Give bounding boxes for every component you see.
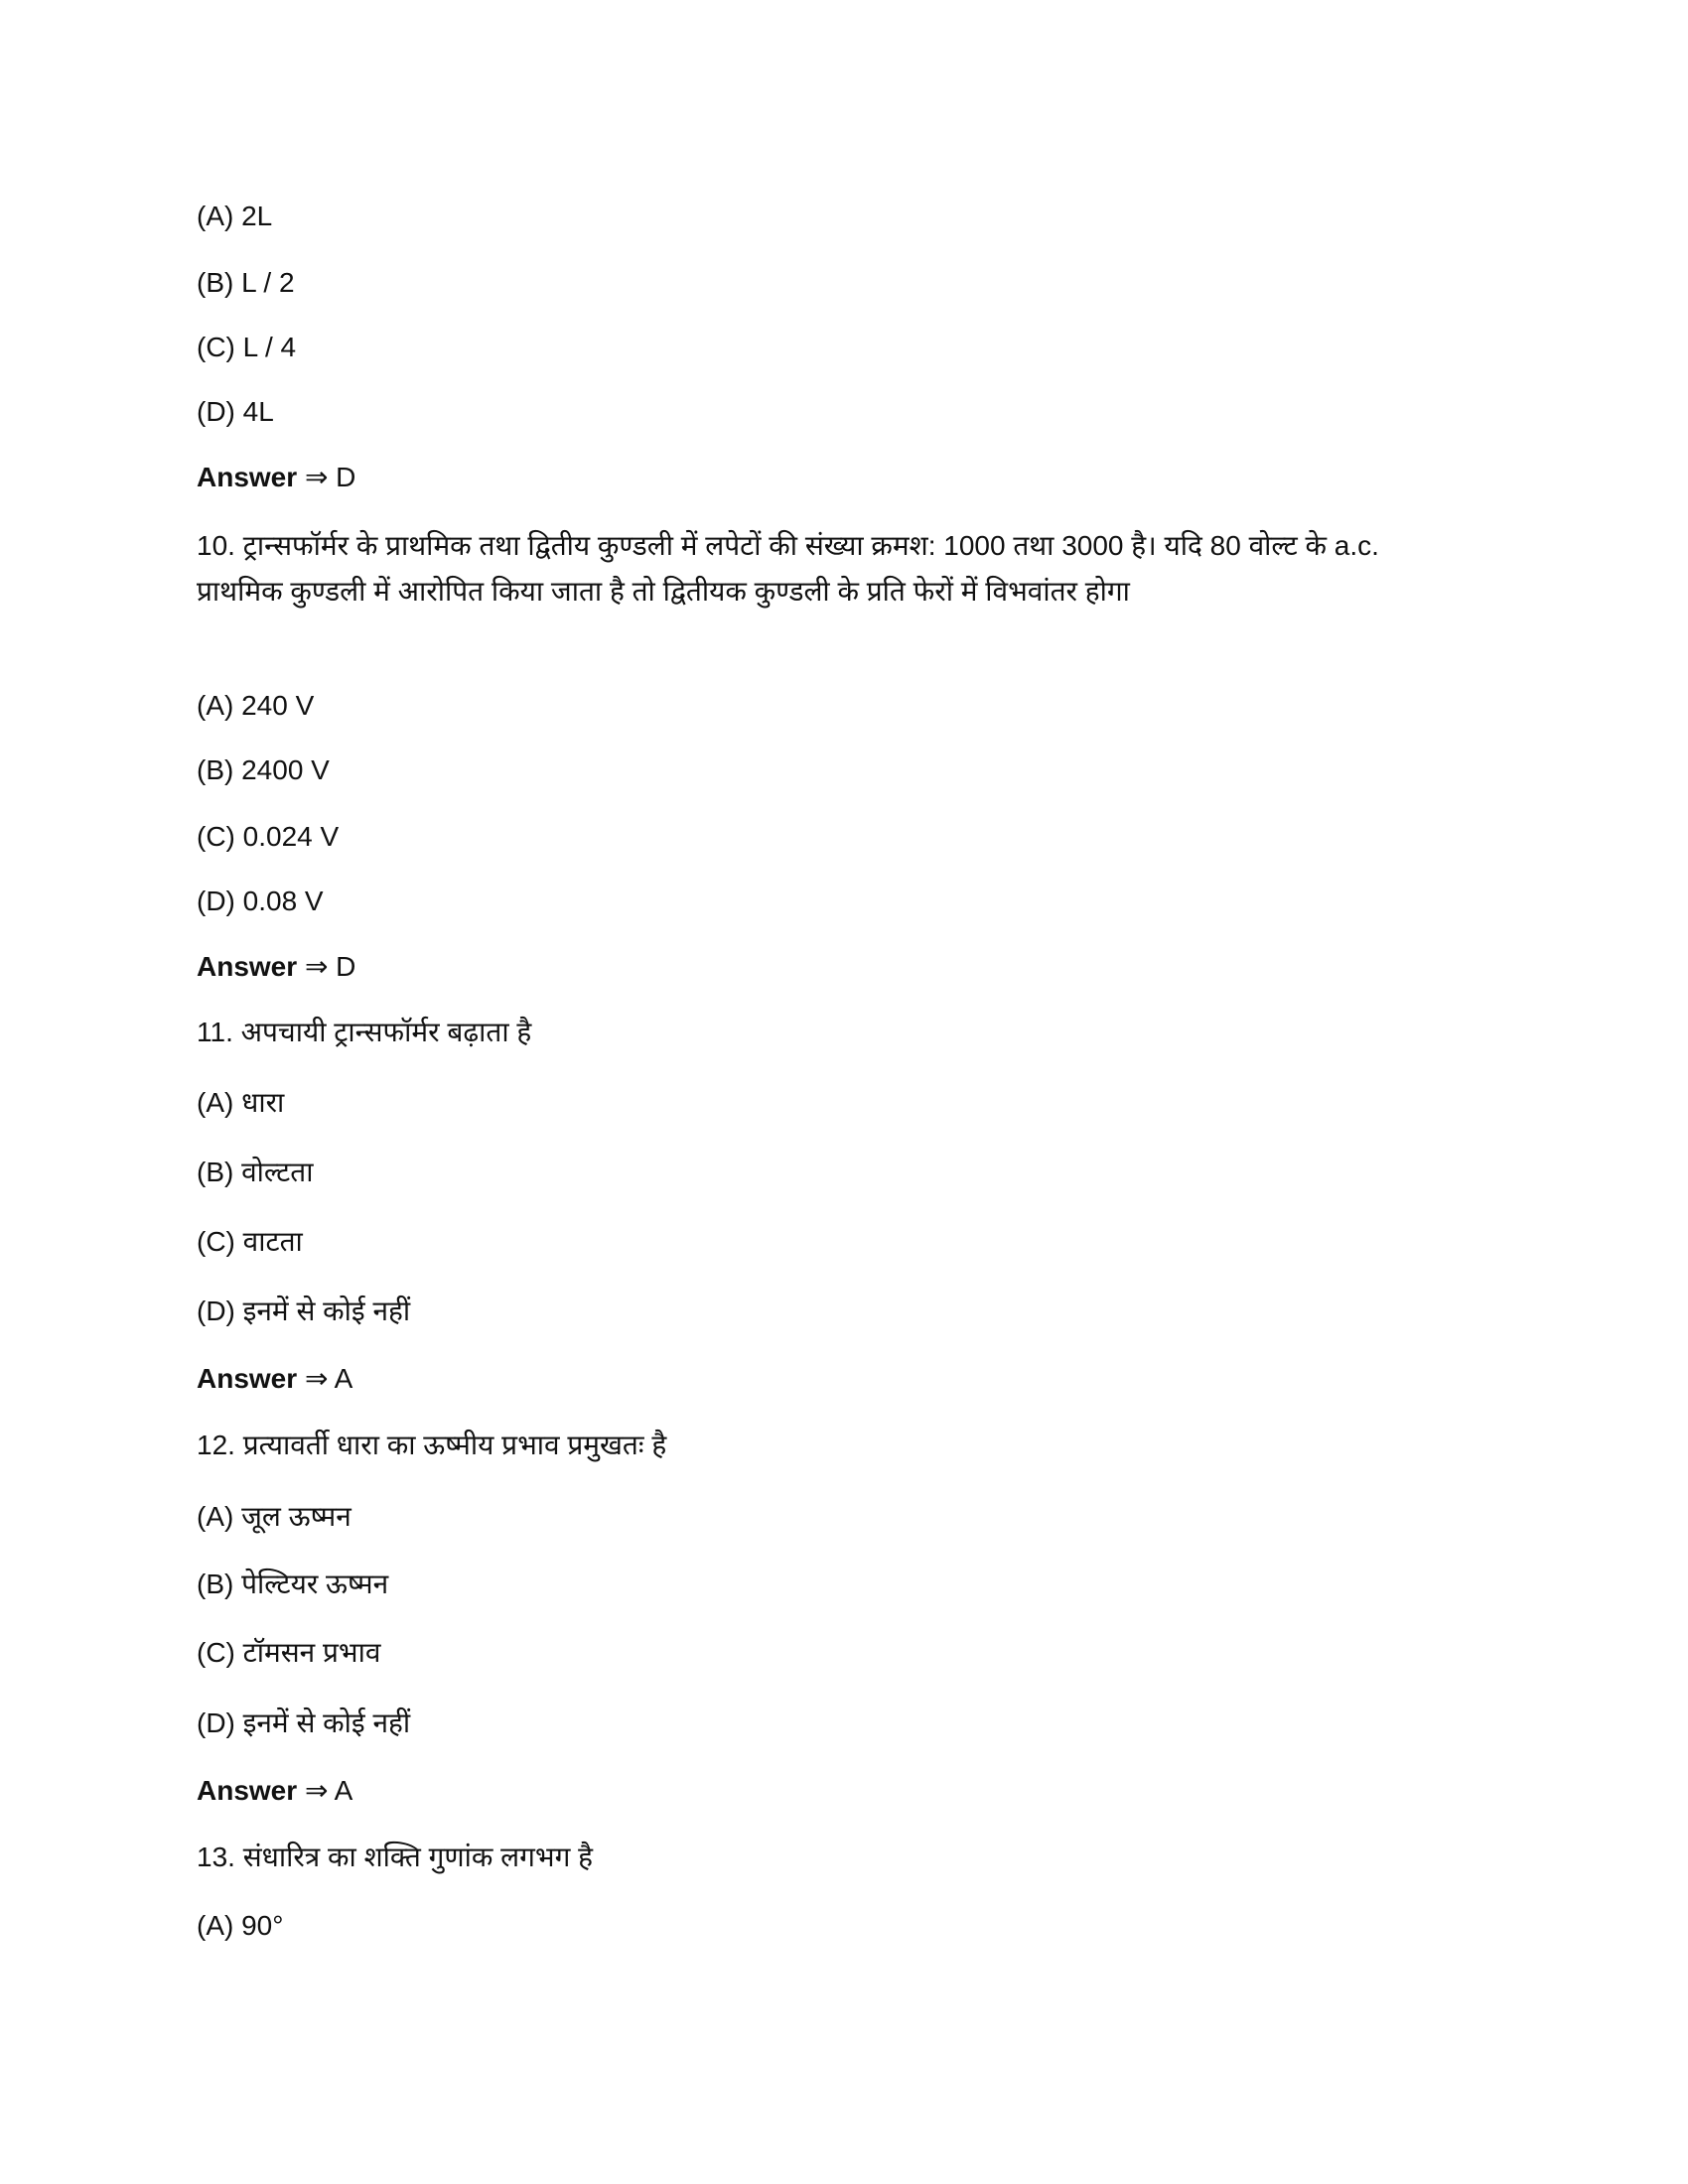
q12-option-d: (D) इनमें से कोई नहीं bbox=[197, 1707, 411, 1738]
q11-question: 11. अपचायी ट्रान्सफॉर्मर बढ़ाता है bbox=[197, 1017, 532, 1047]
answer-value: ⇒ A bbox=[304, 1775, 353, 1806]
q9-option-c: (C) L / 4 bbox=[197, 332, 297, 362]
q11-option-b: (B) वोल्टता bbox=[197, 1157, 314, 1187]
q12-answer bbox=[197, 1773, 352, 1809]
q9-option-a: (A) 2L bbox=[197, 201, 273, 231]
q10-option-c: (C) 0.024 V bbox=[197, 821, 340, 852]
q12-question: 12. प्रत्यावर्ती धारा का ऊष्मीय प्रभाव प्रमुखतः है bbox=[197, 1430, 667, 1460]
q12-option-c: (C) टॉमसन प्रभाव bbox=[197, 1637, 381, 1668]
answer-label: Answer bbox=[197, 1775, 298, 1806]
answer-label: Answer bbox=[197, 951, 298, 982]
answer-value: ⇒ A bbox=[304, 1363, 353, 1394]
answer-label: Answer bbox=[197, 1363, 298, 1394]
answer-label: Answer bbox=[197, 462, 298, 492]
q10-option-a: (A) 240 V bbox=[197, 690, 315, 721]
q11-option-d: (D) इनमें से कोई नहीं bbox=[197, 1296, 411, 1326]
answer-value: ⇒ D bbox=[304, 462, 356, 492]
q9-answer bbox=[197, 460, 355, 495]
q10-question: 10. ट्रान्सफॉर्मर के प्राथमिक तथा द्वितीय कुण्डली में लपेटों की संख्या क्रमश: 1000 तथा 3000 है। यदि 80 वोल्ट के a.c. प्राथमिक कुण्डली में आरोपित किया जाता है तो द्वितीयक कुण्डली के प्रति फेरों में विभवांतर होगा bbox=[197, 530, 1379, 607]
q11-answer bbox=[197, 1361, 352, 1397]
q11-option-c: (C) वाटता bbox=[197, 1226, 303, 1257]
q12-option-a: (A) जूल ऊष्मन bbox=[197, 1501, 352, 1532]
q10-option-b: (B) 2400 V bbox=[197, 754, 330, 785]
q11-option-a: (A) धारा bbox=[197, 1087, 285, 1118]
q10-option-d: (D) 0.08 V bbox=[197, 886, 324, 916]
answer-value: ⇒ D bbox=[304, 951, 356, 982]
q13-question: 13. संधारित्र का शक्ति गुणांक लगभग है bbox=[197, 1842, 594, 1872]
q9-option-b: (B) L / 2 bbox=[197, 267, 295, 298]
q13-option-a: (A) 90° bbox=[197, 1910, 284, 1941]
q12-option-b: (B) पेल्टियर ऊष्मन bbox=[197, 1569, 389, 1599]
q10-answer bbox=[197, 949, 355, 985]
q9-option-d: (D) 4L bbox=[197, 396, 274, 427]
